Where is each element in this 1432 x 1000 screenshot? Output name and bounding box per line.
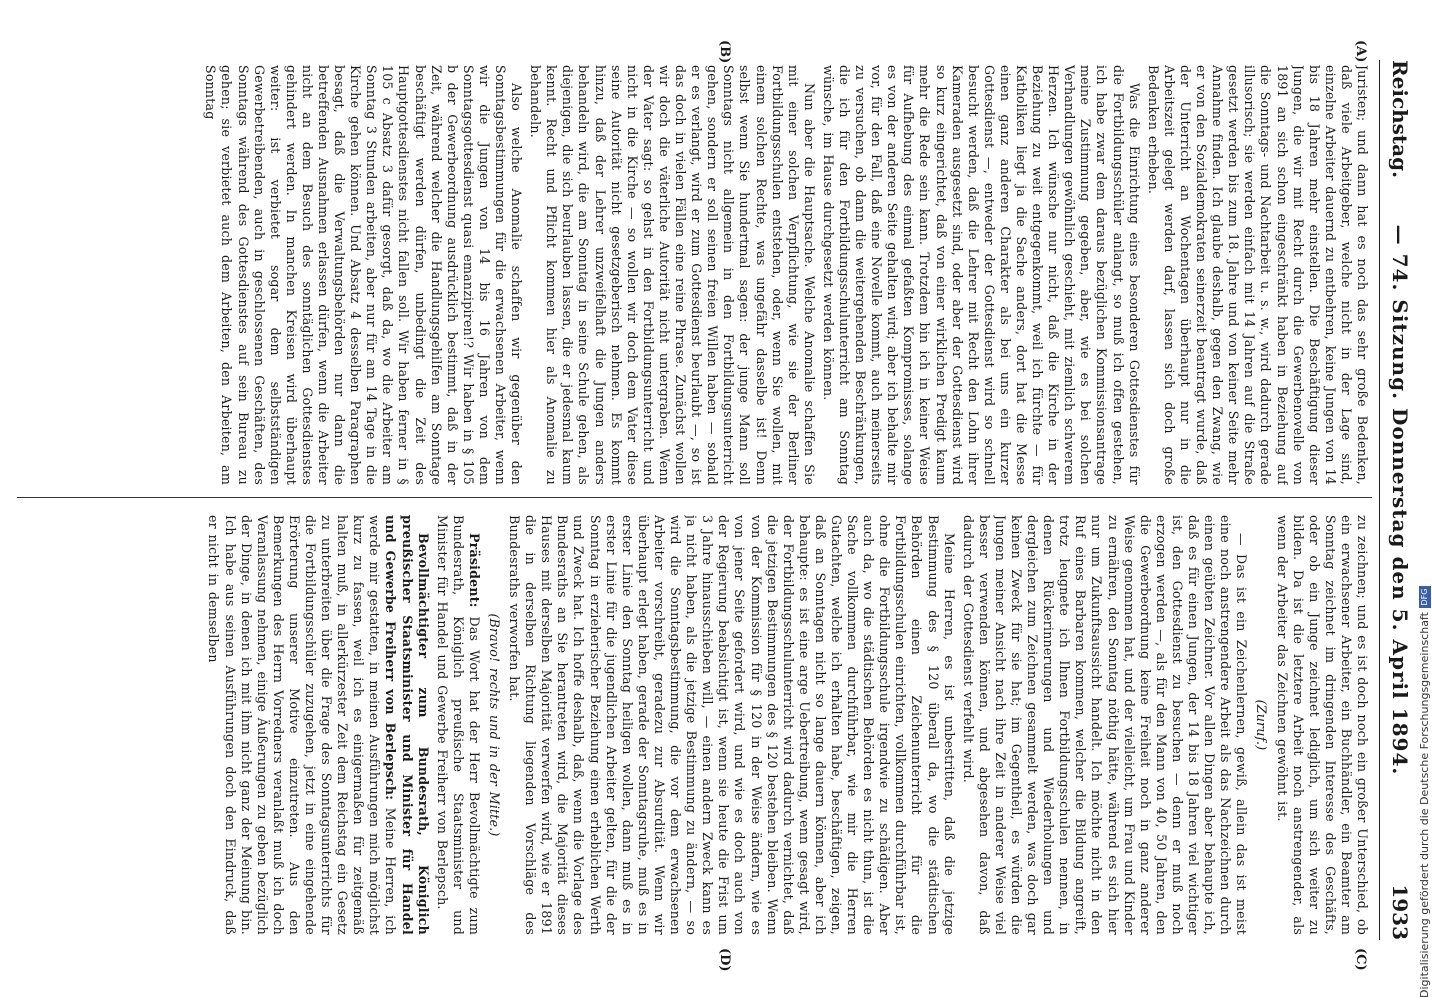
speech-paragraph <box>434 515 482 935</box>
dfg-logo-icon: DFG <box>1419 586 1431 608</box>
applause-note: (Bravo! rechts und in der Mitte.) <box>487 613 503 837</box>
page-header <box>1386 60 1412 940</box>
paragraph: Juristen; und dann hat es noch das sehr große Bedenken, daß viele Arbeitgeber, welche nicht in der Lage sind, einzelne Arbeiter dauernd zu entbehren, keine Jungen von 14 bis 18 Jahren mehr einstellen. Die Beschäftigung dieser Jungen, die wir mit Recht durch die Gewerbenovelle von 1891 an sich schon eingeschränkt haben in Beziehung auf die Sonntags- und Nachtarbeit u. s. w., wird dadurch gerade illusorisch; sie werden einfach mit 14 Jahren auf die Straße gesetzt werden bis zum 18. Jahre und von keiner Seite mehr Annahme finden. Ich glaube deshalb, gegen den Zwang, wie er von den Sozialdemokraten seinerzeit beantragt wurde, daß der Unterricht an Wochentagen überhaupt nur in die Arbeitszeit gelegt werden darf, lassen sich doch große Bedenken erheben. <box>1145 65 1370 485</box>
header-left: Reichstag. <box>1388 60 1412 179</box>
interjection: (Zuruf.) <box>1254 699 1270 751</box>
speech-text: Das Wort hat der Herr Bevollmächtigte zum Bundesrath, Königlich preußische Staatsminister und Minister für Handel und Gewerbe Freiherr von Berlepsch. <box>434 515 482 935</box>
speaker-name: Bevollmächtigter zum Bundesrath, Königlich preußischer Staatsminister und Minister für Handel und Gewerbe Freiherr von Berlepsch: <box>383 515 431 935</box>
speech-text: Meine Herren, ich werde mir gestatten, in meinen Ausführungen mich möglichst kurz zu fassen, weil ich es einigermaßen für zeitgemäß halten muß, in allerkürzester Zeit dem Reichstag ein Gesetz zu unterbreiten über die Frage des Sonntagsunterrichts für die Fortbildungsschüler zuzugehen, jetzt in eine eingehende Erörterung unserer Motive einzutreten. Aus den Bemerkungen des Herrn Vorredners veranlaßt muß ich doch Veranlassung nehmen, einige Äußerungen zu geben bezüglich der Dinge, in denen ich mit ihm nicht ganz der Meinung bin. Ich habe aus seinen Ausführungen doch den Eindruck, daß er nicht in demselben <box>206 515 399 935</box>
margin-marker-a: (A) <box>1353 40 1368 63</box>
margin-marker-d: (D) <box>717 948 732 972</box>
speaker-name: Präsident: <box>466 533 482 608</box>
left-column <box>30 65 1370 485</box>
paragraph: Was die Einrichtung eines besonderen Gottesdienstes für die Fortbildungsschüler anlangt, so muß ich offen gestehen, ich habe zwar dem daraus bezüglichen Kommissionsantrage meine Zustimmung gegeben, aber, wie es bei solchen Verhandlungen gewöhnlich geschieht, mit ziemlich schwerem Herzen. Ich wünsche nur nicht, daß die Kirche in der Beziehung zu weit entgegenkommt, weil ich fürchte — für Katholiken liegt ja die Sache anders, dort hat die Messe einen ganz anderen Charakter als bei uns ein kurzer Gottesdienst —, entweder der Gottesdienst wird so schnell besucht werden, daß die Lehrer mit Recht den Lohn ihrer Kameraden ausgesetzt sind, oder aber der Gottesdienst wird so kurz eingerichtet, daß von einer wirklichen Predigt kaum mehr die Rede sein kann. Trotzdem bin ich in keiner Weise für Aufhebung des einmal gefaßten Kompromisses, solange es von der anderen Seite gehalten wird; aber ich behalte mir vor, für den Fall, daß eine Novelle kommt, auch meinerseits zu versuchen, ob dann die weitergehenden Beschränkungen, die ich für den Fortbildungsschulunterricht am Sonntag wünsche, im Hause durchgesetzt werden können. <box>820 65 1142 485</box>
header-middle: — 74. Sitzung. Donnerstag den 5. April 1894. <box>1388 224 1412 776</box>
credit-text: Digitalisierung gefördert durch die Deutsche Forschungsgemeinschaft <box>1418 612 1431 998</box>
speech-paragraph <box>205 515 430 935</box>
paragraph: Nun aber die Hauptsache. Welche Anomalie schaffen Sie mit einer solchen Verpflichtung, wie sie der Berliner Fortbildungsschulen entstehen, oder, wenn Sie wollen, mit einem solchen Rechte, was ungefähr dasselbe ist! Denn selbst wenn Sie hundertmal sagen: der junge Mann soll Sonntags nicht allgemein in den Fortbildungsunterricht gehen, sondern er soll seinen freien Willen haben — sobald er es verlangt, wird er zum Gottesdienst beurlaubt —, so ist das doch in vielen Fällen eine reine Phrase. Zunächst wollen wir doch die väterliche Autorität nicht untergraben. Wenn der Vater sagt: so gehst in den Fortbildungsunterricht und nicht in die Kirche — so wollen wir doch dem Vater diese seine Autorität nicht gesetzgeberisch nehmen. Es kommt hinzu, daß der Lehrer unzweifelhaft die Jungen anders behandeln wird, die am Sonntag in seine Schule gehen, als diejenigen, die sich beurlauben lassen, die er jedesmal kaum kennt. Recht und Pflicht kommen hier als Anomalie zu behandeln. <box>528 65 817 485</box>
paragraph: Also welche Anomalie schaffen wir gegenüber den Sonntagsbestimmungen für die erwachsenen Arbeiter, wenn wir die Jungen von 14 bis 16 Jahren von dem Sonntagsgottesdienst quasi emanzipiren!? Wir haben in § 105 b der Gewerbeordnung ausdrücklich bestimmt, daß in der Zeit, während welcher die Handlungsgehilfen am Sonntage beschäftigt werden dürfen, unbedingt die Zeit des Hauptgottesdienstes nicht fallen soll. Wir haben ferner in § 105 c Absatz 3 dafür gesorgt, daß da, wo die Arbeiter am Sonntag 3 Stunden arbeiten, aber nur für am 14 Tage in die Kirche gehen können. Und Absatz 4 desselben Paragraphen besagt, daß die Verwaltungsbehörden nur dann die betreffenden Ausnahmen erlassen dürfen, wenn die Arbeiter nicht an dem Besuch des sonntäglichen Gottesdienstes gehindert werden. In manchen Kreisen wird überhaupt weiter: ist verbietet sogar dem selbstständigen Gewerbetreibenden, auch in geschlossenen Geschäften, des Sonntags während des Gottesdienstes auf sein Bureau zu gehen; sie verbietet auch dem Arbeiten, den Arbeiten, am Sonntag <box>203 65 525 485</box>
margin-marker-b: (B) <box>717 40 732 64</box>
paragraph: — Das ist ein Zeichenlernen, gewiß, allein das ist meist eine noch anstrengendere Arbeit als das Nachzeichnen durch einen geübten Zeichner. Vor allen Dingen aber behaupte ich, daß es für einen Jungen, der 14 bis 18 Jahren viel wichtiger ist, den Gottesdienst zu besuchen — denn er muß noch erzogen werden —, als für den Mann von 40, 50 Jahren, den die Gewerbeordnung keine Freiheit noch in ganz anderer Weise genommen hat, und der vielleicht, um Frau und Kinder zu ernähren, den Sonntag nöthig hätte, während es sich hier nur um Zukunftsaussicht handelt. Ich möchte nicht in den Ruf eines Barbaren kommen, welcher die Bildung angreift, trotz leugnete ich Ihnen Fortbildungsschulen nennen, in denen Rückerinnerungen und Wiederholungen und dergleichen zum Zeichnen gesammelt werden, was doch gar keinen Zweck für sie hat; im Gegentheil, es würden die Jungen meiner Ansicht nach ihre Zeit in anderer Weise viel besser verwenden können, und abgesehen davon, daß dadurch der Gottesdienst verfehlt wird. <box>960 515 1250 935</box>
paragraph: zu zeichnen; und es ist doch noch ein großer Unterschied, ob ein erwachsener Arbeiter, ein Buchhändler, ein Beamter am Sonntag zeichnet im dringenden Interesse des Geschäfts, oder ob ein Junge zeichnet lediglich, um sich weiter zu bilden. Da ist die letztere Arbeit noch anstrengender, als wenn der Arbeiter das Zeichnen gewöhnt ist. <box>1274 515 1370 935</box>
margin-marker-c: (C) <box>1353 948 1368 971</box>
column-divider <box>17 497 1372 498</box>
right-column <box>30 515 1370 935</box>
header-rule <box>1379 60 1380 940</box>
paragraph: Meine Herren, es ist unbestritten, daß die jetzige Bestimmung des § 120 überall da, wo die städtischen Behörden einen Zeichenunterricht für die Fortbildungsschulen einrichten, vollkommen durchführbar ist, ohne die Fortbildungsschule irgendwie zu schädigen. Aber auch da, wo die städtischen Behörden es nicht thun, ist die Sache vollkommen durchführbar, wie mir die Herren Gutachten, welche ich erhalten habe, beschäftigen, zeigen, daß an Sonntagen nicht so lange dauern können, aber ich behaupte: es ist eine arge Uebertreibung, wenn gesagt wird, der Fortbildungsschulunterricht wird dadurch vernichtet, daß die jetzigen Bestimmungen des § 120 bestehen bleiben. Wenn von der Kommission für § 120 in der Weise ändern, wie es von jener Seite gefordert wird, und wie es doch auch von der Regierung beabsichtigt ist, wenn sie heute die Frist um 3 Jahre hinausschieben will, — einen andern Zweck kann es ja nicht haben, als die jetzige Bestimmung zu ändern, — so wird die Sonntagsbestimmung, die vor dem erwachsenen Arbeiter vorschreibt, geradezu zur Absurdität. Wenn wir überhaupt erlegt haben, gerade der Sonntagsruhe, muß es in erster Linie den Sonntag heiligen wollen, dann muß es in erster Linie für die jugendlichen Arbeiter gelten, für die der Sonntag in erzieherischer Beziehung einen erheblichen Werth und Zweck hat. Ich hoffe deshalb, daß, wenn die Vorlage des Bundesraths an Sie herantreten wird, die Majorität dieses Hauses mit derselben Majorität verwerfen wird, wie er 1891 die in derselben Richtung liegenden Vorschläge des Bundesraths verworfen hat. <box>507 515 957 935</box>
digitization-credit <box>1418 586 1431 998</box>
page-number: 1933 <box>1388 884 1412 940</box>
